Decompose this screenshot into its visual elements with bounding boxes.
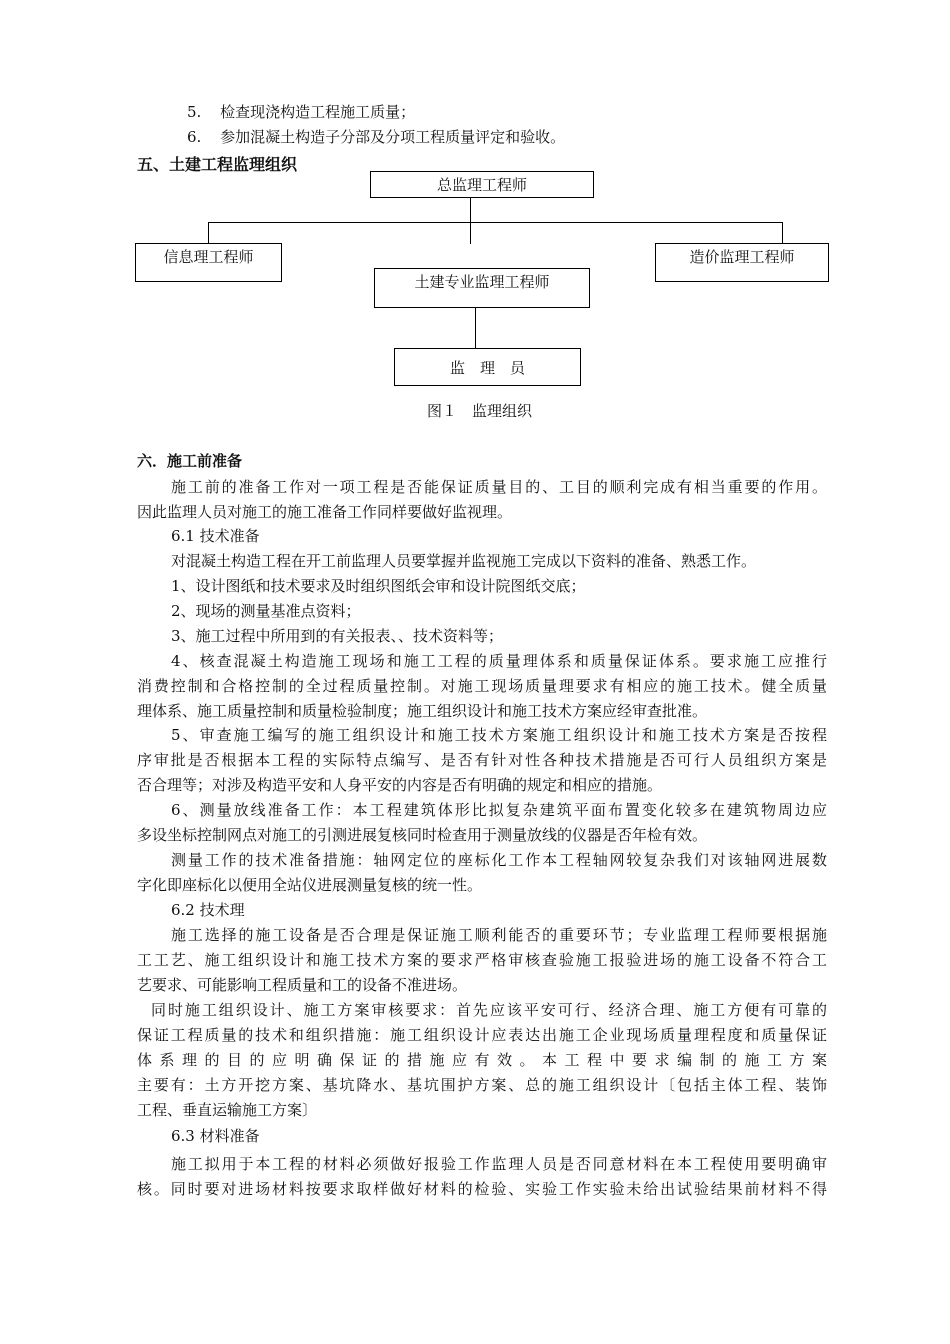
paragraph: 施工选择的施工设备是否合理是保证施工顺利能否的重要环节；专业监理工程师要根据施 工工艺、施工组织设计和施工技术方案的要求严格审核查验施工报验进场的施工设备不符合工 艺要求、可能影响工程质量和工的设备不准进场。 <box>137 926 827 994</box>
connector-line <box>782 222 783 244</box>
list-item: 2、现场的测量基准点资料； <box>171 602 361 620</box>
paragraph: 施工拟用于本工程的材料必须做好报验工作监理人员是否同意材料在本工程使用要明确审 核。同时要对进场材料按要求取样做好材料的检验、实验工作实验未给出试验结果前材料不得 <box>137 1155 827 1198</box>
list-item <box>187 100 415 124</box>
list-item <box>187 125 565 149</box>
connector-line <box>475 308 476 349</box>
subsection-6-2-title: 6.2 技术理 <box>171 901 245 919</box>
subsection-6-3-title: 6.3 材料准备 <box>171 1127 260 1145</box>
list-number: 6. <box>187 128 202 146</box>
org-box-cost-engineer: 造价监理工程师 <box>655 243 829 282</box>
connector-line <box>208 222 209 244</box>
list-item: 1、设计图纸和技术要求及时组织图纸会审和设计院图纸交底； <box>171 577 586 595</box>
org-box-info-engineer: 信息理工程师 <box>135 243 282 282</box>
org-box-chief: 总监理工程师 <box>370 171 594 198</box>
figure-caption: 图１ 监理组织 <box>427 402 533 420</box>
subsection-6-1-title: 6.1 技术准备 <box>171 527 260 545</box>
org-box-inspector: 监 理 员 <box>394 348 581 386</box>
list-number: 5. <box>187 103 202 121</box>
list-text: 参加混凝土构造子分部及分项工程质量评定和验收。 <box>220 128 566 146</box>
section-6-title: 六．施工前准备 <box>137 452 243 470</box>
list-text: 检查现浇构造工程施工质量； <box>220 103 416 121</box>
connector-line <box>208 222 783 223</box>
paragraph: 对混凝土构造工程在开工前监理人员要掌握并监视施工完成以下资料的准备、熟悉工作。 <box>171 552 757 570</box>
paragraph: 施工前的准备工作对一项工程是否能保证质量目的、工目的顺利完成有相当重要的作用。 因此监理人员对施工的施工准备工作同样要做好监视理。 <box>137 478 827 521</box>
section-5-title: 五、土建工程监理组织 <box>137 155 298 174</box>
list-item: 5、审查施工编写的施工组织设计和施工技术方案施工组织设计和施工技术方案是否按程 序审批是否根据本工程的实际特点编写、是否有针对性各种技术措施是否可行人员组织方案是 否合理等；对涉及构造平安和人身平安的内容是否有明确的规定和相应的措施。 <box>137 726 827 794</box>
paragraph: 测量工作的技术准备措施：轴网定位的座标化工作本工程轴网较复杂我们对该轴网进展数 字化即座标化以便用全站仪进展测量复核的统一性。 <box>137 851 827 894</box>
paragraph: 同时施工组织设计、施工方案审核要求：首先应该平安可行、经济合理、施工方便有可靠的 保证工程质量的技术和组织措施：施工组织设计应表达出施工企业现场质量理程度和质量保证 体系理的目的应明确保证的措施应有效。本工程中要求编制的施工方案 主要有：土方开挖方案、基坑降水、基坑围护方案、总的施工组织设计〔包括主体工程、装饰 工程、垂直运输施工方案〕 <box>137 1001 827 1119</box>
connector-line <box>470 198 471 244</box>
list-item: 6、测量放线准备工作：本工程建筑体形比拟复杂建筑平面布置变化较多在建筑物周边应 多设坐标控制网点对施工的引测进展复核同时检查用于测量放线的仪器是否年检有效。 <box>137 801 827 844</box>
org-box-civil-engineer: 土建专业监理工程师 <box>374 268 590 308</box>
list-item: 3、施工过程中所用到的有关报表、、技术资料等； <box>171 627 504 645</box>
list-item: 4、核查混凝土构造施工现场和施工工程的质量理体系和质量保证体系。要求施工应推行 消费控制和合格控制的全过程质量控制。对施工现场质量理要求有相应的施工技术。健全质量 理体系、施工质量控制和质量检验制度；施工组织设计和施工技术方案应经审查批准。 <box>137 652 827 720</box>
